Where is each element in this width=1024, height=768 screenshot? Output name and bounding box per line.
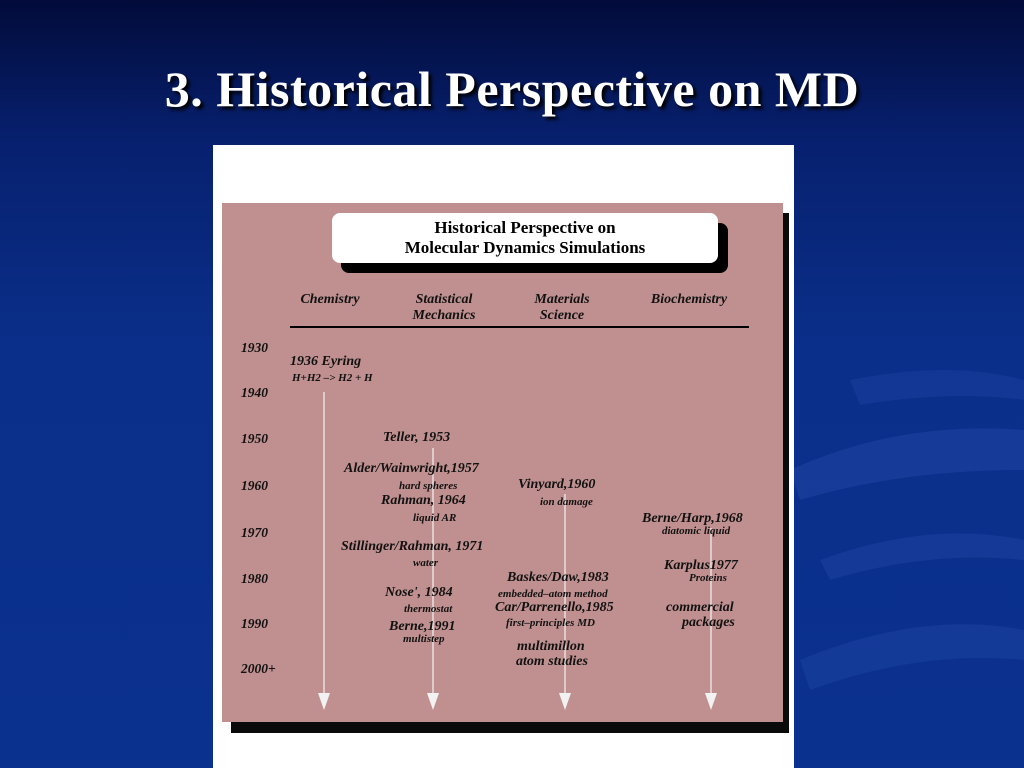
event-stillinger-rahman: Stillinger/Rahman, 1971 (341, 539, 484, 554)
event-karplus-note: Proteins (689, 572, 727, 584)
event-car-parrinello-note: first–principles MD (506, 617, 595, 629)
event-vinyard-note: ion damage (540, 496, 593, 508)
event-berne-1991-note: multistep (403, 633, 445, 645)
year-label: 1980 (241, 571, 268, 586)
event-alder-wainwright-note: hard spheres (399, 480, 458, 492)
year-label: 1990 (241, 616, 268, 631)
year-label: 1970 (241, 525, 268, 540)
arrow-materials-science-head (559, 693, 571, 710)
slide-title: 3. Historical Perspective on MD (164, 61, 860, 117)
event-rahman-1964: Rahman, 1964 (381, 493, 466, 508)
arrow-biochemistry-head (705, 693, 717, 710)
arrow-chemistry-head (318, 693, 330, 710)
column-header-statistical-mechanics: Statistical Mechanics (412, 292, 476, 323)
event-commercial-line1: commercial (666, 600, 734, 615)
year-label: 1930 (241, 340, 268, 355)
event-nose: Nose', 1984 (385, 585, 453, 600)
event-teller: Teller, 1953 (383, 430, 451, 445)
figure-title-line2: Molecular Dynamics Simulations (404, 238, 646, 257)
year-label: 1960 (241, 478, 268, 493)
year-label: 1940 (241, 385, 268, 400)
figure-title-line1: Historical Perspective on (434, 218, 616, 237)
event-multimillion-line1: multimillon (517, 639, 585, 654)
event-berne-harp: Berne/Harp,1968 (642, 511, 743, 526)
column-header-materials-science: Materials Science (534, 292, 590, 323)
year-label: 2000+ (241, 661, 276, 676)
event-berne-1991: Berne,1991 (389, 619, 456, 634)
column-header-biochemistry: Biochemistry (650, 292, 728, 307)
arrow-statistical-mechanics-head (427, 693, 439, 710)
event-vinyard: Vinyard,1960 (518, 477, 596, 492)
event-karplus: Karplus1977 (664, 558, 738, 573)
event-commercial-line2: packages (682, 615, 735, 630)
event-eyring-note: H+H2 –> H2 + H (292, 372, 373, 384)
column-header-chemistry: Chemistry (300, 292, 360, 307)
event-rahman-1964-note: liquid AR (413, 512, 457, 524)
event-alder-wainwright: Alder/Wainwright,1957 (344, 461, 479, 476)
event-stillinger-rahman-note: water (413, 557, 439, 569)
event-berne-harp-note: diatomic liquid (662, 525, 731, 537)
event-baskes-daw: Baskes/Daw,1983 (507, 570, 609, 585)
event-car-parrinello: Car/Parrenello,1985 (495, 600, 614, 615)
event-baskes-daw-note: embedded–atom method (498, 588, 608, 600)
event-multimillion-line2: atom studies (516, 654, 588, 669)
event-eyring: 1936 Eyring (290, 354, 362, 369)
year-label: 1950 (241, 431, 268, 446)
event-nose-note: thermostat (404, 603, 453, 615)
